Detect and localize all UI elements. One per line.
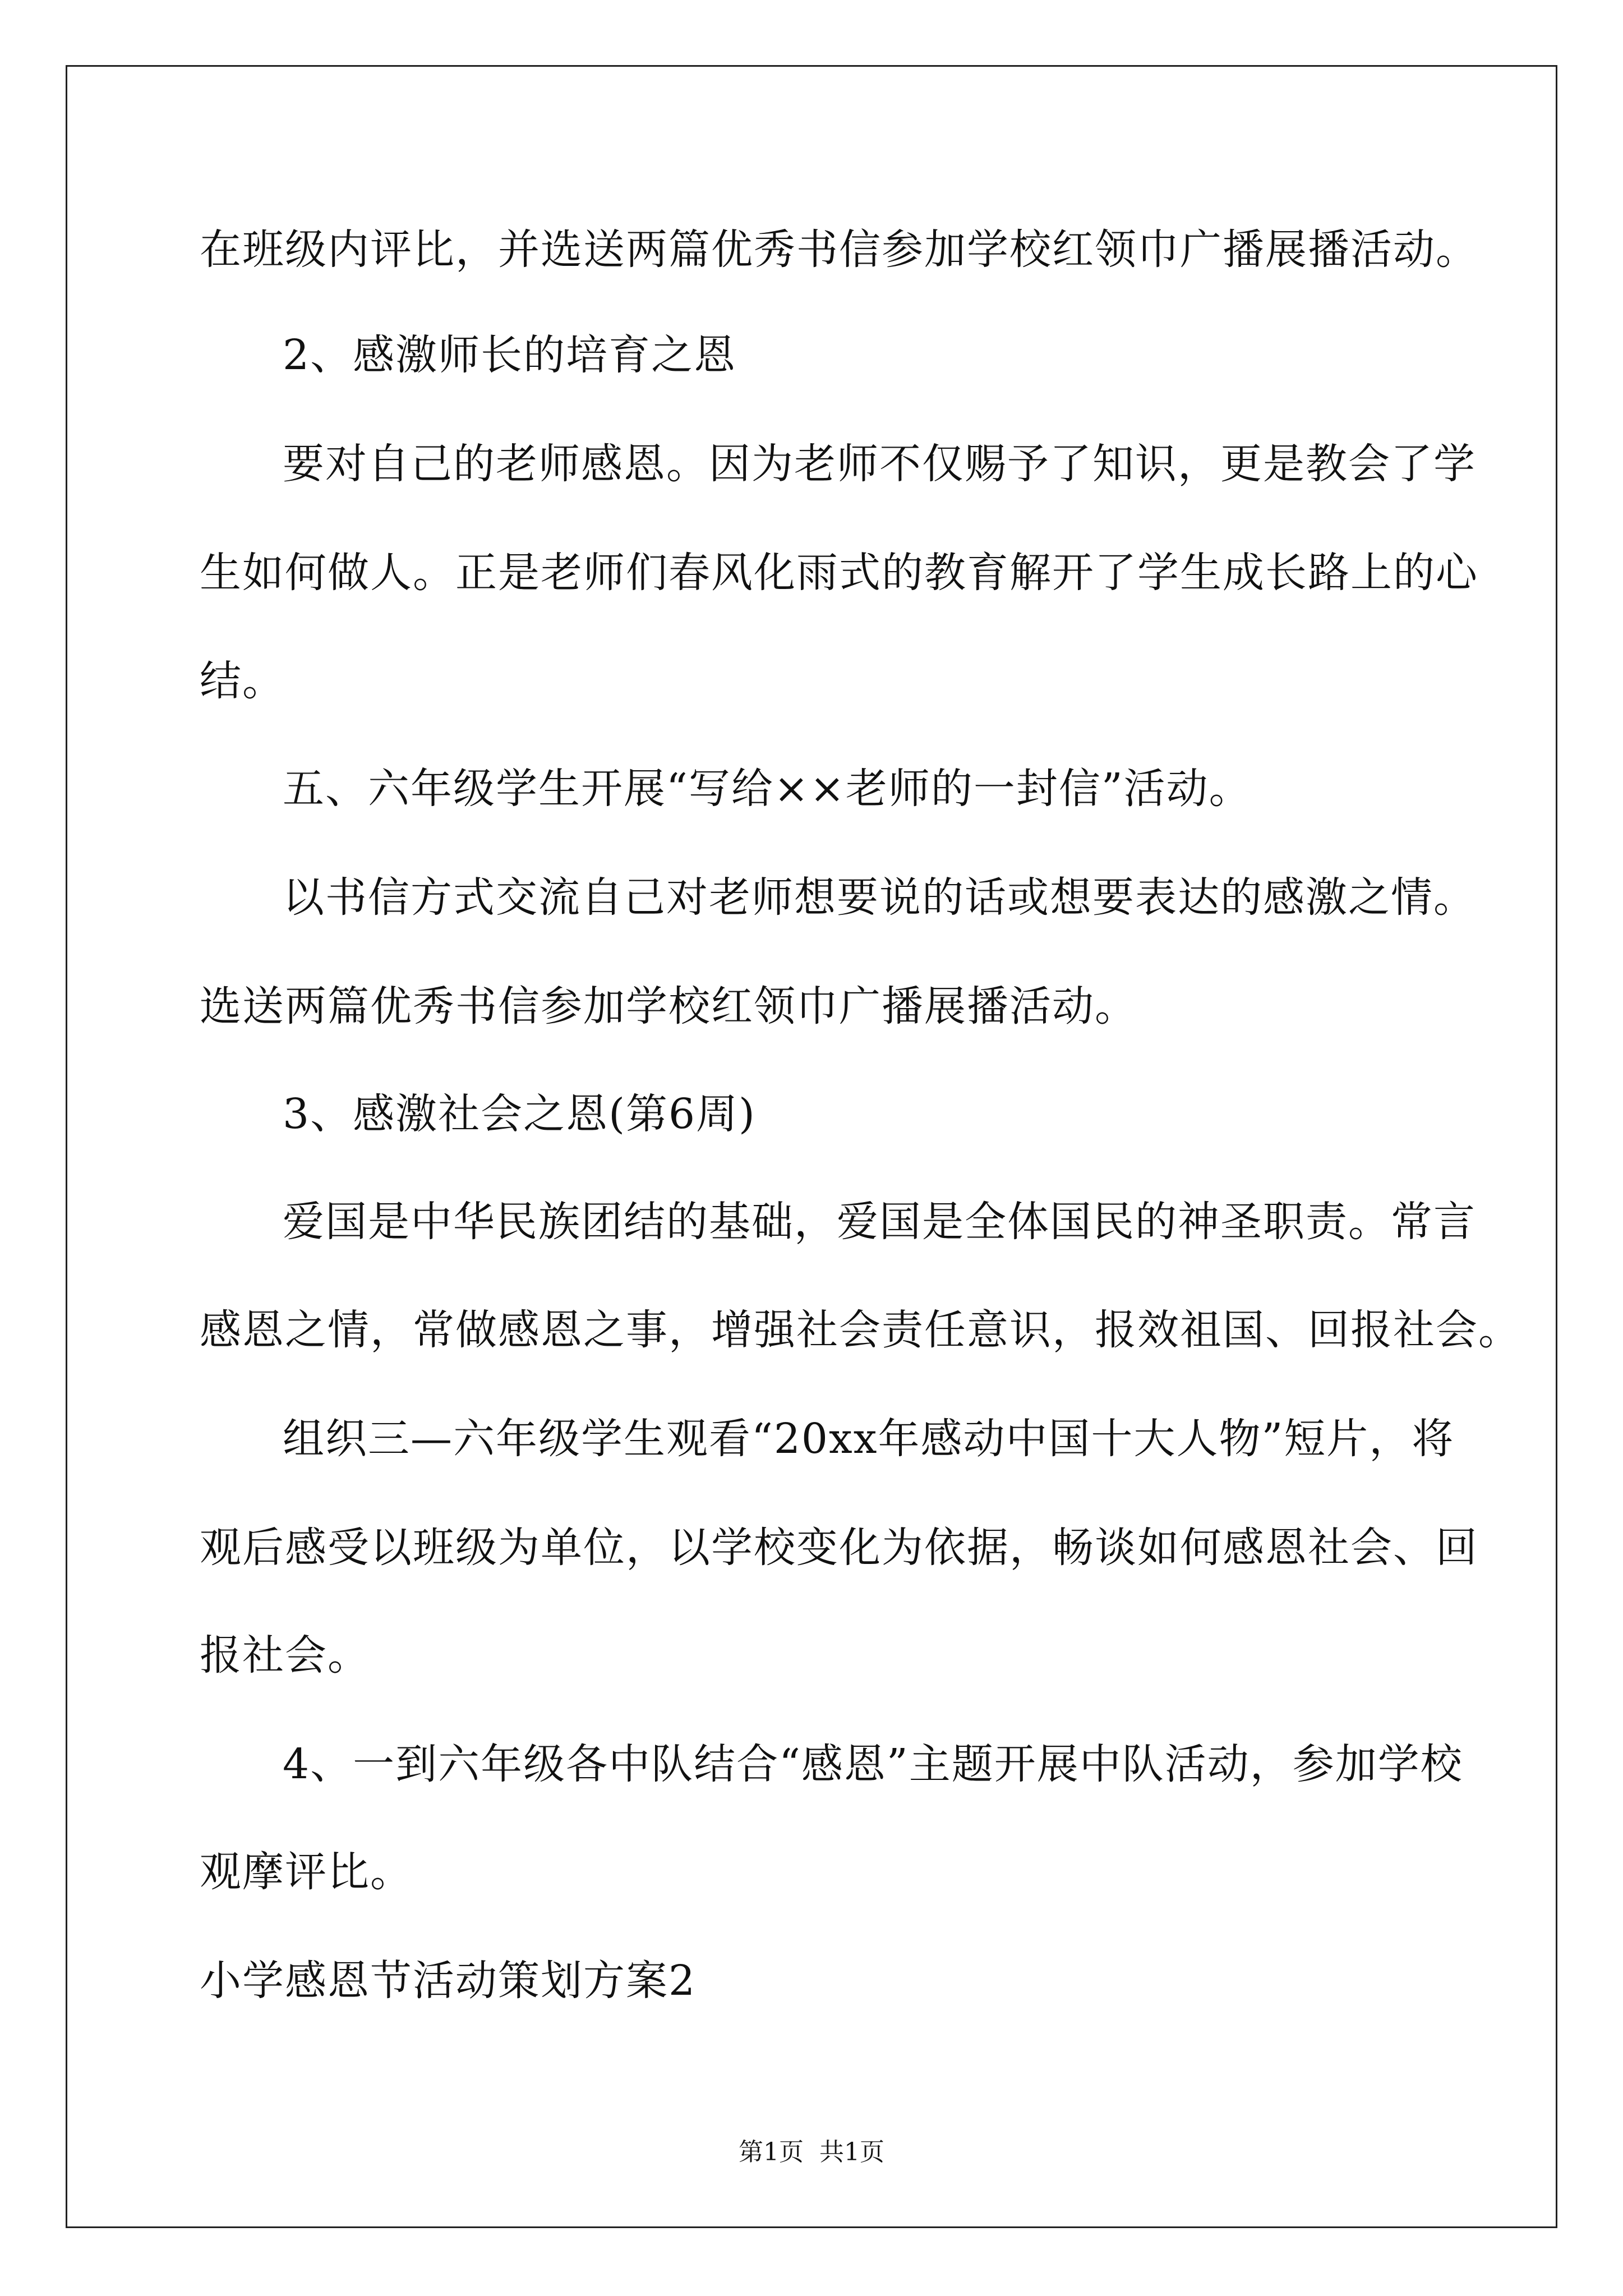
- paragraph-line: 要对自己的老师感恩。因为老师不仅赐予了知识，更是教会了学: [283, 440, 1476, 488]
- page-footer: 第1页 共1页: [739, 2138, 884, 2166]
- paragraph-line: 组织三—六年级学生观看“20xx年感动中国十大人物”短片，将: [283, 1415, 1455, 1463]
- paragraph-line: 选送两篇优秀书信参加学校红领巾广播展播活动。: [200, 982, 1137, 1030]
- paragraph-line: 观后感受以班级为单位，以学校变化为依据，畅谈如何感恩社会、回: [200, 1524, 1478, 1572]
- paragraph-line: 在班级内评比，并选送两篇优秀书信参加学校红领巾广播展播活动。: [200, 226, 1478, 274]
- paragraph-line: 4、一到六年级各中队结合“感恩”主题开展中队活动，参加学校: [283, 1740, 1463, 1788]
- paragraph-line: 以书信方式交流自己对老师想要说的话或想要表达的感激之情。: [283, 873, 1476, 922]
- paragraph-line: 观摩评比。: [200, 1848, 413, 1896]
- paragraph-line: 感恩之情，常做感恩之事，增强社会责任意识，报效祖国、回报社会。: [200, 1306, 1521, 1354]
- paragraph-line: 生如何做人。正是老师们春风化雨式的教育解开了学生成长路上的心: [200, 549, 1478, 597]
- page-border: [66, 65, 1557, 2228]
- section-heading: 3、感激社会之恩(第6周): [283, 1090, 756, 1138]
- paragraph-line: 爱国是中华民族团结的基础，爱国是全体国民的神圣职责。常言: [283, 1198, 1476, 1246]
- section-heading: 2、感激师长的培育之恩: [283, 331, 737, 379]
- paragraph-line: 五、六年级学生开展“写给××老师的一封信”活动。: [283, 765, 1252, 813]
- document-title: 小学感恩节活动策划方案2: [200, 1957, 697, 2005]
- paragraph-line: 报社会。: [200, 1631, 370, 1680]
- paragraph-line: 结。: [200, 657, 285, 705]
